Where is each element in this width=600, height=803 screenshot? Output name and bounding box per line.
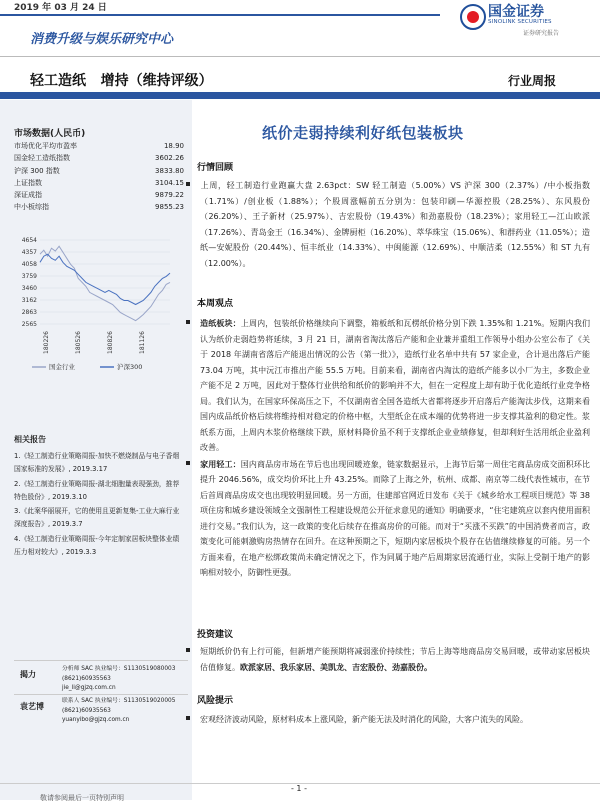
- logo-text: 国金证券: [488, 4, 544, 20]
- section-view: 本周观点: [197, 299, 234, 309]
- related-item[interactable]: 1.《轻工制造行业策略周报-加快不燃烧制品与电子香烟国家标准的发展》, 2019.3.17: [14, 452, 180, 474]
- bullet-icon: [186, 320, 190, 324]
- market-row: 上证指数 3104.15: [14, 178, 184, 187]
- y-tick-label: 3759: [21, 273, 37, 280]
- market-title: 市场数据(人民币): [14, 129, 86, 139]
- y-tick-label: 4058: [21, 261, 37, 268]
- x-tick-label: 180226: [43, 331, 50, 354]
- report-title: 纸价走弱持续利好纸包装板块: [262, 124, 464, 142]
- advice-paragraph: 短期纸价仍有上行可能，但新增产能预期将减弱涨价持续性；节后上海等地商品房交易回暖，或带动家居板块估值修复。欧派家居、我乐家居、美凯龙、吉宏股份、劲嘉股份。: [200, 644, 590, 675]
- header-rule: [0, 14, 440, 16]
- market-row: 市场优化平均市盈率 18.90: [14, 142, 184, 150]
- market-row: 深证成指 9879.22: [14, 191, 184, 200]
- x-tick-label: 181126: [139, 331, 146, 354]
- related-item[interactable]: 3.《此案华丽展开，它的使用且更新复集-工业大麻行业深度报告》, 2019.3.7: [14, 507, 180, 529]
- analyst-divider: [14, 694, 188, 695]
- legend-label: 国金行业: [49, 363, 75, 371]
- research-center: 消费升级与娱乐研究中心: [30, 32, 174, 47]
- section-advice: 投资建议: [197, 630, 234, 640]
- y-tick-label: 2565: [21, 321, 37, 328]
- series-line: [40, 254, 170, 304]
- blue-bar: [0, 92, 600, 99]
- market-row: 中小板综指 9855.23: [14, 203, 184, 212]
- report-date: 2019 年 03 月 24 日: [14, 3, 107, 13]
- analyst-info: 分析师 SAC 执业编号：S1130519080003 (8621)60935563 jie_li@gjzq.com.cn: [62, 666, 176, 692]
- logo-mark-icon: [460, 4, 486, 30]
- separator: [0, 56, 600, 57]
- y-tick-label: 3162: [21, 297, 37, 304]
- analyst-block: [14, 697, 194, 727]
- market-row: 国金轻工造纸指数 3602.26: [14, 154, 184, 163]
- section-review: 行情回顾: [197, 163, 234, 173]
- review-paragraph: 上周，轻工制造行业跑赢大盘 2.63pct：SW 轻工制造（5.00%）VS 沪深 300（2.37%）/中小板指数（1.71%）/创业板（1.88%）；个股周涨幅前五分别为：包装印刷—华源控股（28.25%）、东风股份（26.20%）、王子新材（25.97%）、吉宏股份（19.43%）和劲嘉股份（18.23%）；家用轻工—江山欧派（17.26%）、青岛金王（16.34%）、金牌厨柜（16.20%）、萃华珠宝（15.06%）、和群药业（11.05%）；造纸—安妮股份（20.44%）、恒丰纸业（14.33%）、中闽能源（12.69%）、中顺洁柔（12.55%）和 ST 九有（12.00%）。: [200, 178, 590, 271]
- industry-name: 轻工造纸: [30, 73, 86, 89]
- analyst-name: 袁艺博: [20, 702, 44, 711]
- section-risk: 风险提示: [197, 696, 234, 706]
- page-number: - 1 -: [291, 784, 307, 793]
- report-type: 行业周报: [508, 74, 557, 88]
- logo-english: SINOLINK SECURITIES: [488, 19, 552, 25]
- legend-label: 沪深300: [117, 363, 143, 371]
- y-tick-label: 4654: [21, 237, 37, 244]
- view-paragraphs: 造纸板块：上周内，包装纸价格继续向下调整，箱板纸和瓦楞纸价格分别下跌 1.35%和 1.21%。短期内我们认为纸价走弱趋势将延续，3 月 21 日，湖南省淘汰落后产能和企业兼并重组工作领导小组办公室公布了《关于 2018 年湖南省落后产能退出情况的公告（第一批）》，造纸行业名单中共有 57 家企业，合计退出落后产能 73.04 万吨，其中沅江市推出产能 55.5 万吨。目前来看，湖南省内淘汰的造纸产能多以小厂为主，多数企业产能不足 2 万吨，因此对于整体行业供给和纸价的影响并不大，但在一定程度上却有助于优化造纸行业竞争格局。我们认为，在国家环保高压之下，不仅湖南省全国各造纸大省都将逐步开启落后产能淘汰步伐，这期来看国内成品纸价格后续将维持相对稳定的价格中枢，大型纸企在成本端的优势将进一步支撑其盈利的稳定性。浆纸系方面，上周内木浆价格继续下跌，原材料降价虽不利于支撑纸企业业绩修复，但却利好生活用纸企业盈利改善。 家用轻工：国内商品房市场在节后也出现回暖迹象，链家数据显示，上海节后第一周住宅商品房成交面积环比提升 2046.56%，成交均价环比上升 43.25%。而除了上海之外，杭州、成都、南京等二线代表性城市，在节后首周商品房成交也出现较明显回暖。另一方面，住建部官网近日发布《关于《城乡给水工程项目规范》等 38 项住房和城乡建设领域全文强制性工程建设规范公开征求意见的通知》明确要求，“住宅建筑应以套内使用面积进行交易。”我们认为，这一政策的变化后续存在推高房价的可能。而对于“买涨不买跌”的中国消费者而言，政策变化可能刺激购房热情存在回升。在这种预期之下，短期内家居板块个股存在估值继续修复的可能。另一个方面来看，在地产松绑政策尚未确定情况之下，作为同属于地产后周期家居流通行业，实际上受制于地产的影响相对较小，防御性更强。: [200, 316, 590, 581]
- bullet-icon: [186, 182, 190, 186]
- related-list: [14, 450, 186, 560]
- bullet-icon: [186, 716, 190, 720]
- related-title: 相关报告: [14, 435, 46, 444]
- analyst-info: 联系人 SAC 执业编号：S1130519020005 (8621)60935563 yuanyibo@gjzq.com.cn: [62, 698, 176, 724]
- bullet-icon: [186, 648, 190, 652]
- market-row: 沪深 300 指数 3833.80: [14, 166, 184, 175]
- y-tick-label: 3460: [21, 285, 37, 292]
- market-table: [14, 140, 184, 214]
- industry-rating: [30, 70, 213, 90]
- risk-paragraph: 宏观经济波动风险，原材料成本上涨风险，新产能无法及时消化的风险，大客户流失的风险。: [200, 712, 590, 728]
- related-item[interactable]: 2.《轻工制造行业策略周报-湖北细胞量表现强劲，推荐特色股份》, 2019.3.10: [14, 479, 180, 501]
- y-tick-label: 2863: [21, 309, 37, 316]
- bullet-icon: [186, 461, 190, 465]
- logo-subtitle: 证券研究报告: [523, 30, 560, 37]
- footer-disclaimer: 敬请参阅最后一页特别声明: [40, 794, 124, 802]
- index-chart: [10, 232, 190, 372]
- x-tick-label: 180826: [107, 331, 114, 354]
- rating: 增持（维持评级）: [100, 73, 213, 89]
- company-logo: [456, 0, 596, 36]
- y-tick-label: 4357: [21, 249, 37, 256]
- analyst-name: 揭力: [20, 670, 36, 679]
- x-tick-label: 180526: [75, 331, 82, 354]
- analyst-block: [14, 665, 194, 695]
- analyst-divider: [14, 660, 188, 661]
- related-item[interactable]: 4.《轻工制造行业策略周报-今年定制家居板块整体业绩压力相对较大》, 2019.3.3: [14, 534, 180, 557]
